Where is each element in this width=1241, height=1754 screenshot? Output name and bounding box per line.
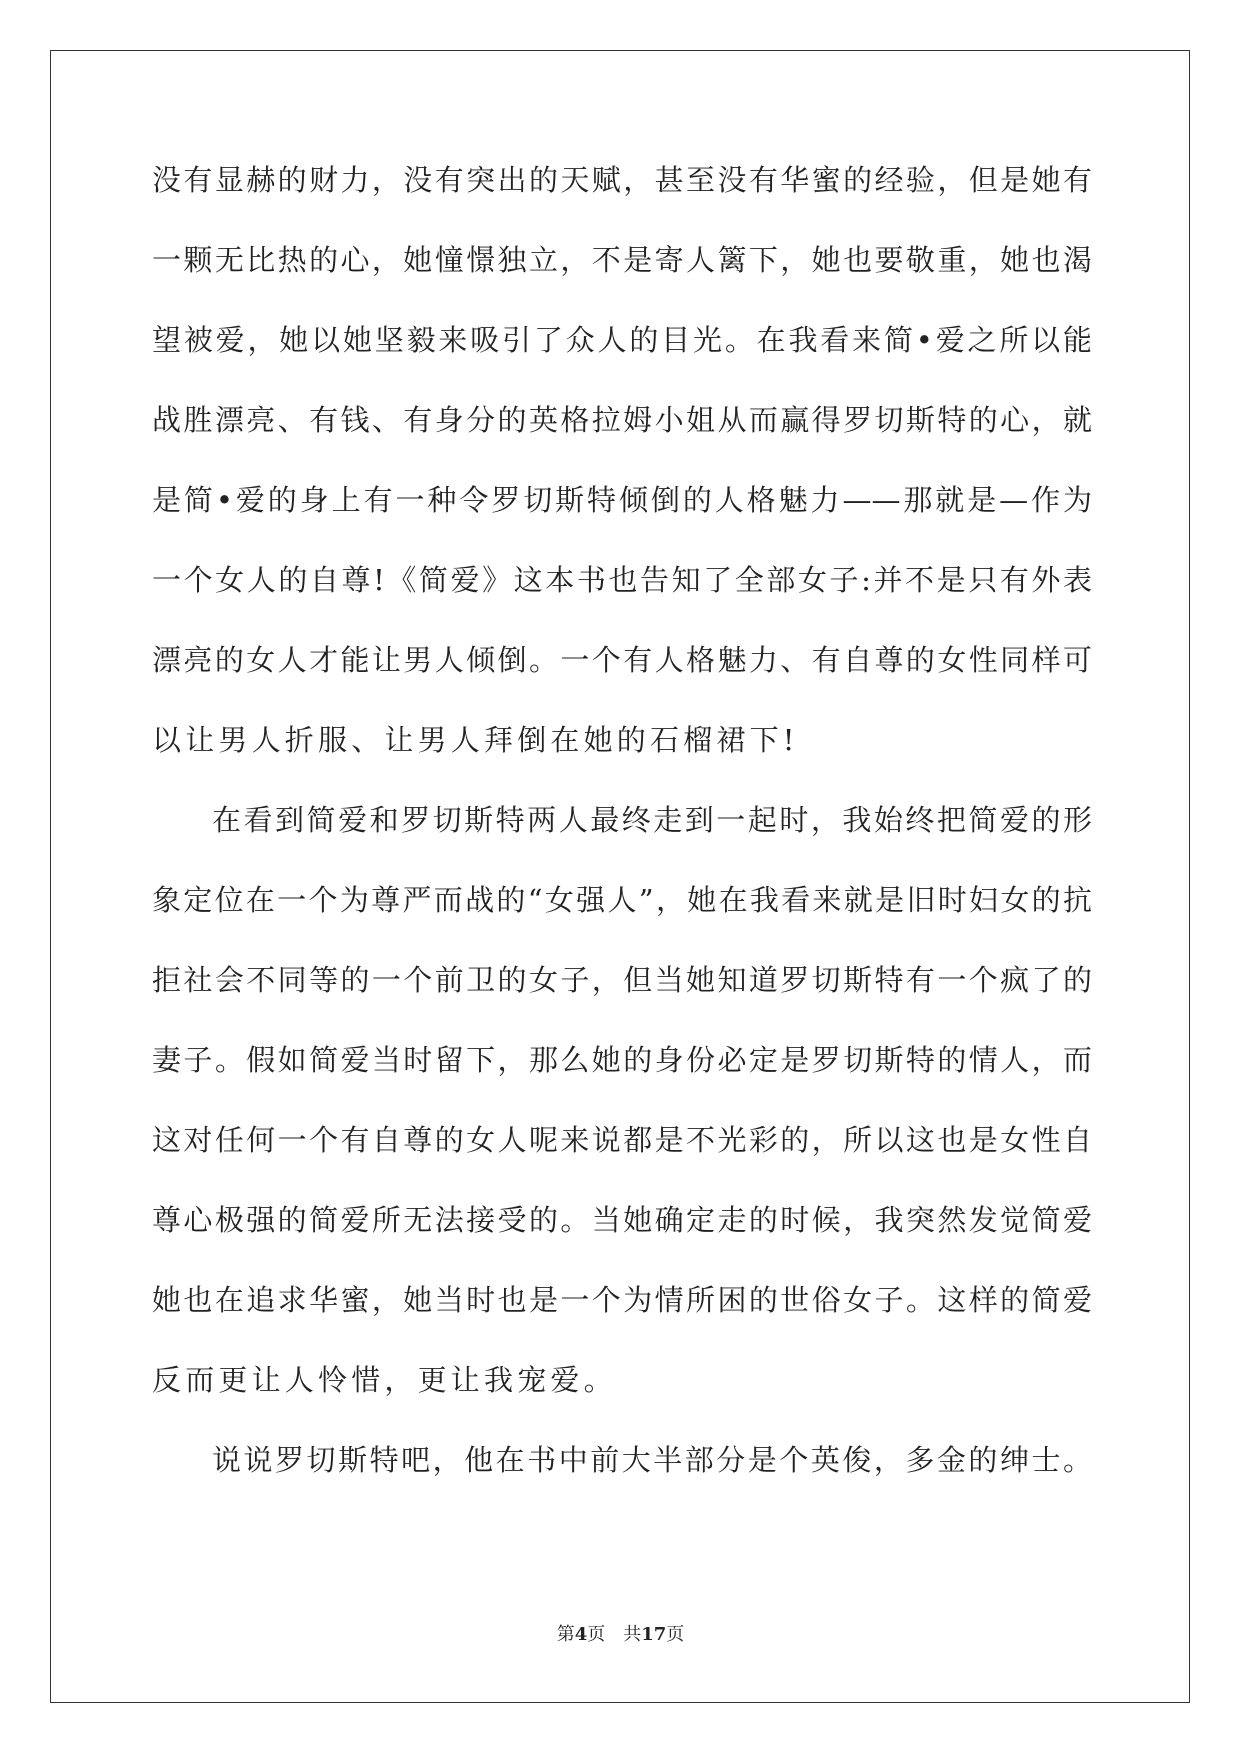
page-footer xyxy=(0,1620,1241,1646)
text-line: 尊心极强的简爱所无法接受的。当她确定走的时候，我突然发觉简爱 xyxy=(152,1203,1092,1237)
text-line: 说说罗切斯特吧，他在书中前大半部分是个英俊，多金的绅士。 xyxy=(212,1443,1092,1477)
footer-total-suffix: 页 xyxy=(666,1624,685,1645)
current-page-number: 4 xyxy=(574,1624,588,1645)
text-line: 望被爱，她以她坚毅来吸引了众人的目光。在我看来简•爱之所以能 xyxy=(152,323,1092,357)
text-line: 一个女人的自尊!《简爱》这本书也告知了全部女子:并不是只有外表 xyxy=(152,563,1092,597)
total-pages-number: 17 xyxy=(641,1624,667,1645)
text-line: 一颗无比热的心，她憧憬独立，不是寄人篱下，她也要敬重，她也渴 xyxy=(152,243,1092,277)
text-line: 反而更让人怜惜，更让我宠爱。 xyxy=(152,1363,617,1397)
text-line: 没有显赫的财力，没有突出的天赋，甚至没有华蜜的经验，但是她有 xyxy=(152,163,1092,197)
text-line: 在看到简爱和罗切斯特两人最终走到一起时，我始终把简爱的形 xyxy=(212,803,1092,837)
footer-total-prefix: 共 xyxy=(623,1624,642,1645)
footer-prefix: 第 xyxy=(556,1624,575,1645)
text-line: 以让男人折服、让男人拜倒在她的石榴裙下! xyxy=(152,723,799,757)
text-line: 象定位在一个为尊严而战的“女强人”，她在我看来就是旧时妇女的抗 xyxy=(152,883,1092,917)
document-body xyxy=(152,160,1092,1520)
text-line: 妻子。假如简爱当时留下，那么她的身份必定是罗切斯特的情人，而 xyxy=(152,1043,1092,1077)
footer-page-word: 页 xyxy=(587,1624,606,1645)
text-line: 拒社会不同等的一个前卫的女子，但当她知道罗切斯特有一个疯了的 xyxy=(152,963,1092,997)
text-line: 漂亮的女人才能让男人倾倒。一个有人格魅力、有自尊的女性同样可 xyxy=(152,643,1092,677)
text-line: 战胜漂亮、有钱、有身分的英格拉姆小姐从而赢得罗切斯特的心，就 xyxy=(152,403,1092,437)
text-line: 是简•爱的身上有一种令罗切斯特倾倒的人格魅力——那就是—作为 xyxy=(152,483,1092,517)
text-line: 她也在追求华蜜，她当时也是一个为情所困的世俗女子。这样的简爱 xyxy=(152,1283,1092,1317)
text-line: 这对任何一个有自尊的女人呢来说都是不光彩的，所以这也是女性自 xyxy=(152,1123,1092,1157)
